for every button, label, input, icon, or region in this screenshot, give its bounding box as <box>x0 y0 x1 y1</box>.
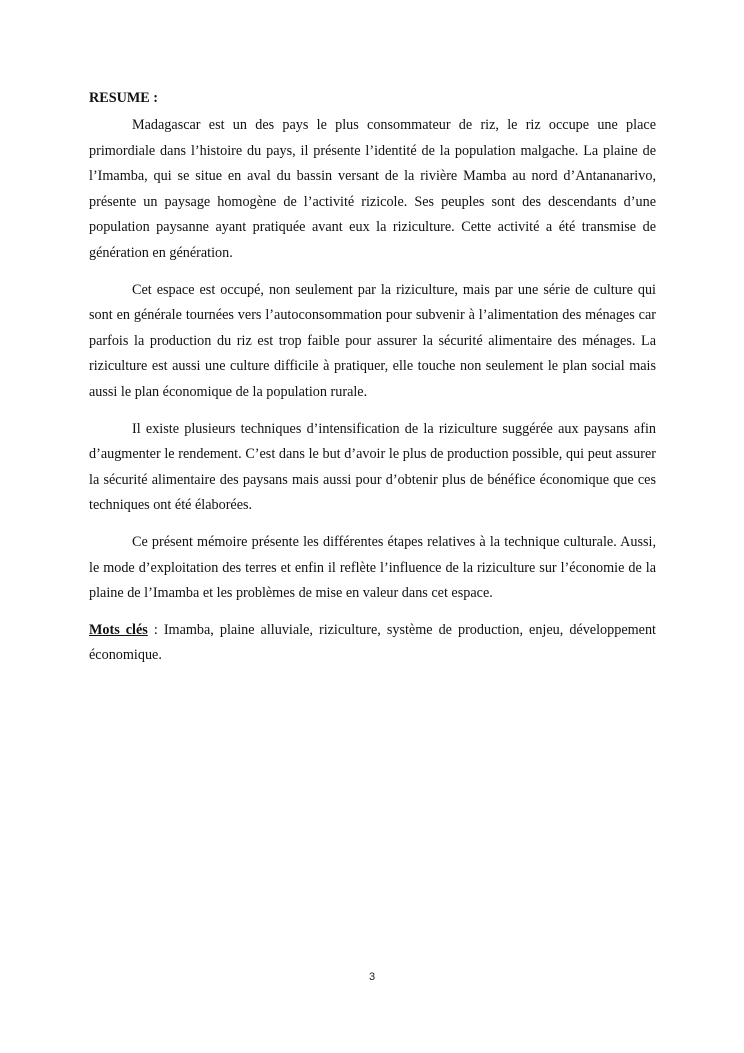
keywords-line <box>89 618 656 669</box>
keywords-separator: : <box>147 621 164 638</box>
resume-heading: RESUME : <box>89 90 158 106</box>
resume-section <box>89 87 656 669</box>
paragraph-3: Il existe plusieurs techniques d’intensification de la riziculture suggérée aux paysans afin d’augmenter le rendement. C’est dans le but d’avoir le plus de production possible, qui peut assurer la sécurité alimentaire des paysans mais aussi pour d’obtenir plus de bénéfice économique que ces techniques ont été élaborées. <box>89 420 656 514</box>
paragraph-4: Ce présent mémoire présente les différentes étapes relatives à la technique culturale. Aussi, le mode d’exploitation des terres et enfin il reflète l’influence de la riziculture sur l’économie de la plaine de l’Imamba et les problèmes de mise en valeur dans cet espace. <box>89 533 656 602</box>
keywords-text: Imamba, plaine alluviale, riziculture, système de production, enjeu, développement économique. <box>89 621 656 664</box>
keywords-label: Mots clés <box>89 621 148 638</box>
paragraph-2: Cet espace est occupé, non seulement par la riziculture, mais par une série de culture qui sont en générale tournées vers l’autoconsommation pour subvenir à l’alimentation des ménages car parfois la production du riz est trop faible pour assurer la sécurité alimentaire des ménages. La riziculture est aussi une culture difficile à pratiquer, elle touche non seulement le plan social mais aussi le plan économique de la population rurale. <box>89 281 656 400</box>
page-number: 3 <box>368 971 376 983</box>
paragraph-1: Madagascar est un des pays le plus consommateur de riz, le riz occupe une place primordiale dans l’histoire du pays, il présente l’identité de la population malgache. La plaine de l’Imamba, qui se situe en aval du bassin versant de la rivière Mamba au nord d’Antananarivo, présente un paysage homogène de l’activité rizicole. Ses peuples sont des descendants d’une population paysanne ayant pratiquée avant eux la riziculture. Cette activité a été transmise de génération en génération. <box>89 117 656 261</box>
